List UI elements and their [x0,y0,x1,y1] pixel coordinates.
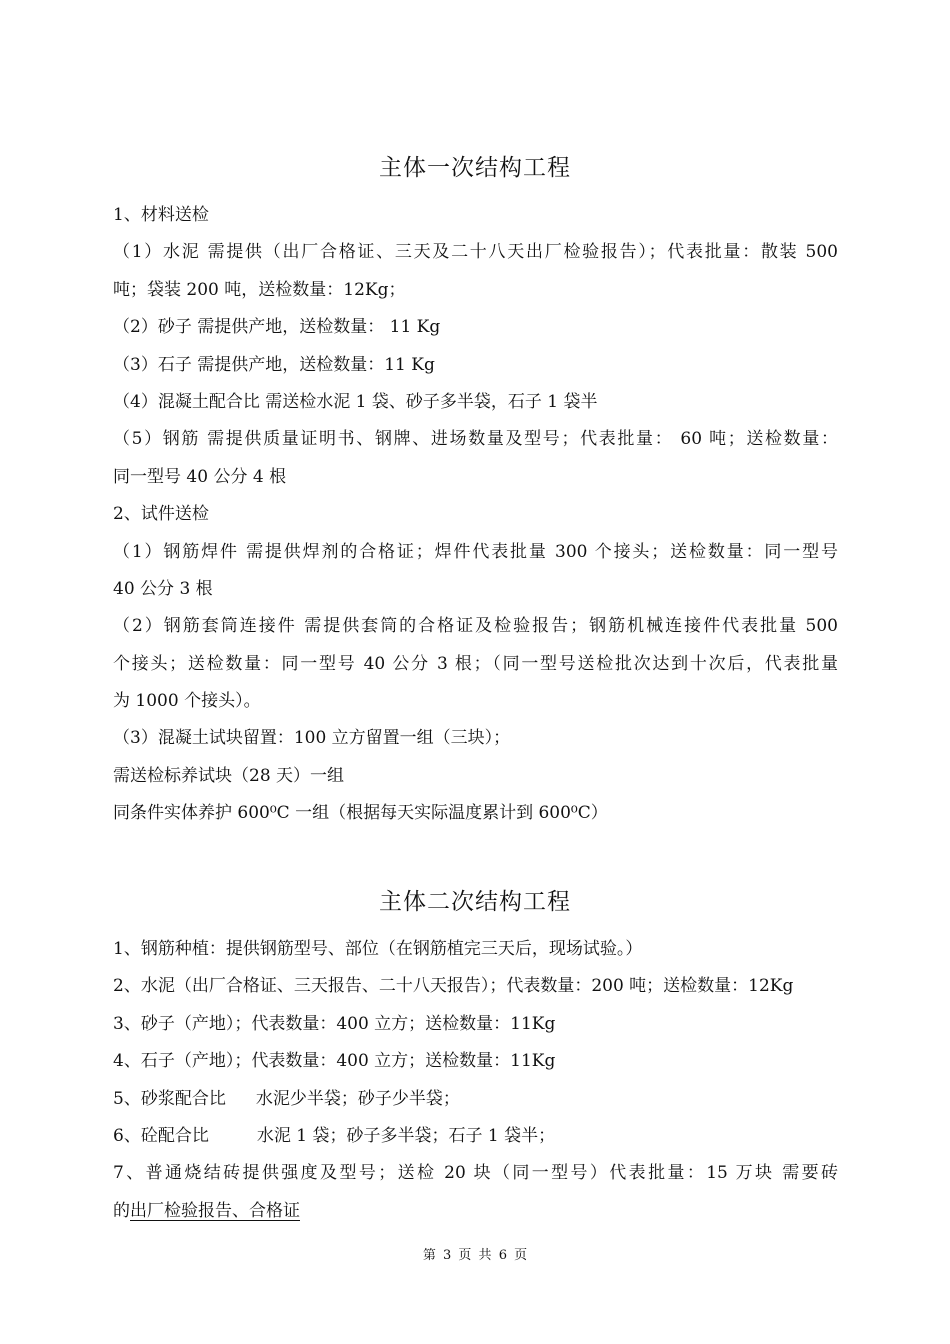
brick-requirement-line-cont [113,1193,838,1230]
cement-requirement-line-cont: 吨；袋装 200 吨，送检数量：12Kg； [113,279,406,300]
rebar-requirement-line: （5）钢筋 需提供质量证明书、钢牌、进场数量及型号；代表批量： 60 吨；送检数量： [113,429,838,450]
concrete-mix-line: （4）混凝土配合比 需送检水泥 1 袋、砂子多半袋，石子 1 袋半 [113,391,598,412]
cement-requirement-line: （1）水泥 需提供（出厂合格证、三天及二十八天出厂检验报告）；代表批量：散装 500 [113,242,838,263]
weld-requirement-line-cont: 40 公分 3 根 [113,578,213,599]
mortar-mix-value: 水泥少半袋；砂子少半袋； [255,1088,460,1109]
sleeve-connector-line: （2）钢筋套筒连接件 需提供套筒的合格证及检验报告；钢筋机械连接件代表批量 500 [113,616,838,637]
sleeve-connector-line-cont: 个接头；送检数量：同一型号 40 公分 3 根；（同一型号送检批次达到十次后，代表批量 [113,653,838,674]
stone-line: 4、石子（产地）；代表数量：400 立方；送检数量：11Kg [113,1051,556,1072]
mortar-mix-line [113,1081,838,1118]
section-title-secondary-structure: 主体二次结构工程 [379,889,571,915]
factory-report-certificate: 出厂检验报告、合格证 [130,1200,300,1221]
section-secondary-structure-body [113,931,838,1230]
rebar-requirement-line-cont: 同一型号 40 公分 4 根 [113,466,287,487]
sand-line: 3、砂子（产地）；代表数量：400 立方；送检数量：11Kg [113,1013,556,1034]
heading-material-inspection: 1、材料送检 [113,205,209,225]
stone-requirement-line: （3）石子 需提供产地，送检数量：11 Kg [113,354,435,375]
concrete-specimen-line: （3）混凝土试块留置：100 立方留置一组（三块）； [113,728,511,749]
cement-line: 2、水泥（出厂合格证、三天报告、二十八天报告）；代表数量：200 吨；送检数量：12Kg [113,976,794,997]
heading-specimen-inspection: 2、试件送检 [113,504,209,525]
mortar-mix-label: 5、砂浆配合比 [113,1088,226,1109]
brick-requirement-prefix: 的 [113,1200,130,1221]
concrete-mix-line [113,1118,838,1155]
field-curing-line: 同条件实体养护 600⁰C 一组（根据每天实际温度累计到 600⁰C） [113,803,608,824]
brick-requirement-line: 7、普通烧结砖提供强度及型号；送检 20 块（同一型号）代表批量：15 万块 需要砖 [113,1163,838,1184]
sand-requirement-line: （2）砂子 需提供产地，送检数量： 11 Kg [113,317,441,338]
standard-curing-line: 需送检标养试块（28 天）一组 [113,765,345,786]
page-number-footer: 第 3 页 共 6 页 [422,1248,528,1263]
rebar-planting-line: 1、钢筋种植：提供钢筋型号、部位（在钢筋植完三天后，现场试验。） [113,939,643,959]
section-title-primary-structure: 主体一次结构工程 [379,155,571,181]
weld-requirement-line: （1）钢筋焊件 需提供焊剂的合格证；焊件代表批量 300 个接头；送检数量：同一型号 [113,541,838,562]
section-primary-structure-body [113,197,838,833]
concrete-mix-value: 水泥 1 袋；砂子多半袋；石子 1 袋半； [256,1125,556,1146]
sleeve-connector-line-end: 为 1000 个接头）。 [113,691,261,712]
concrete-mix-label: 6、砼配合比 [113,1125,209,1146]
